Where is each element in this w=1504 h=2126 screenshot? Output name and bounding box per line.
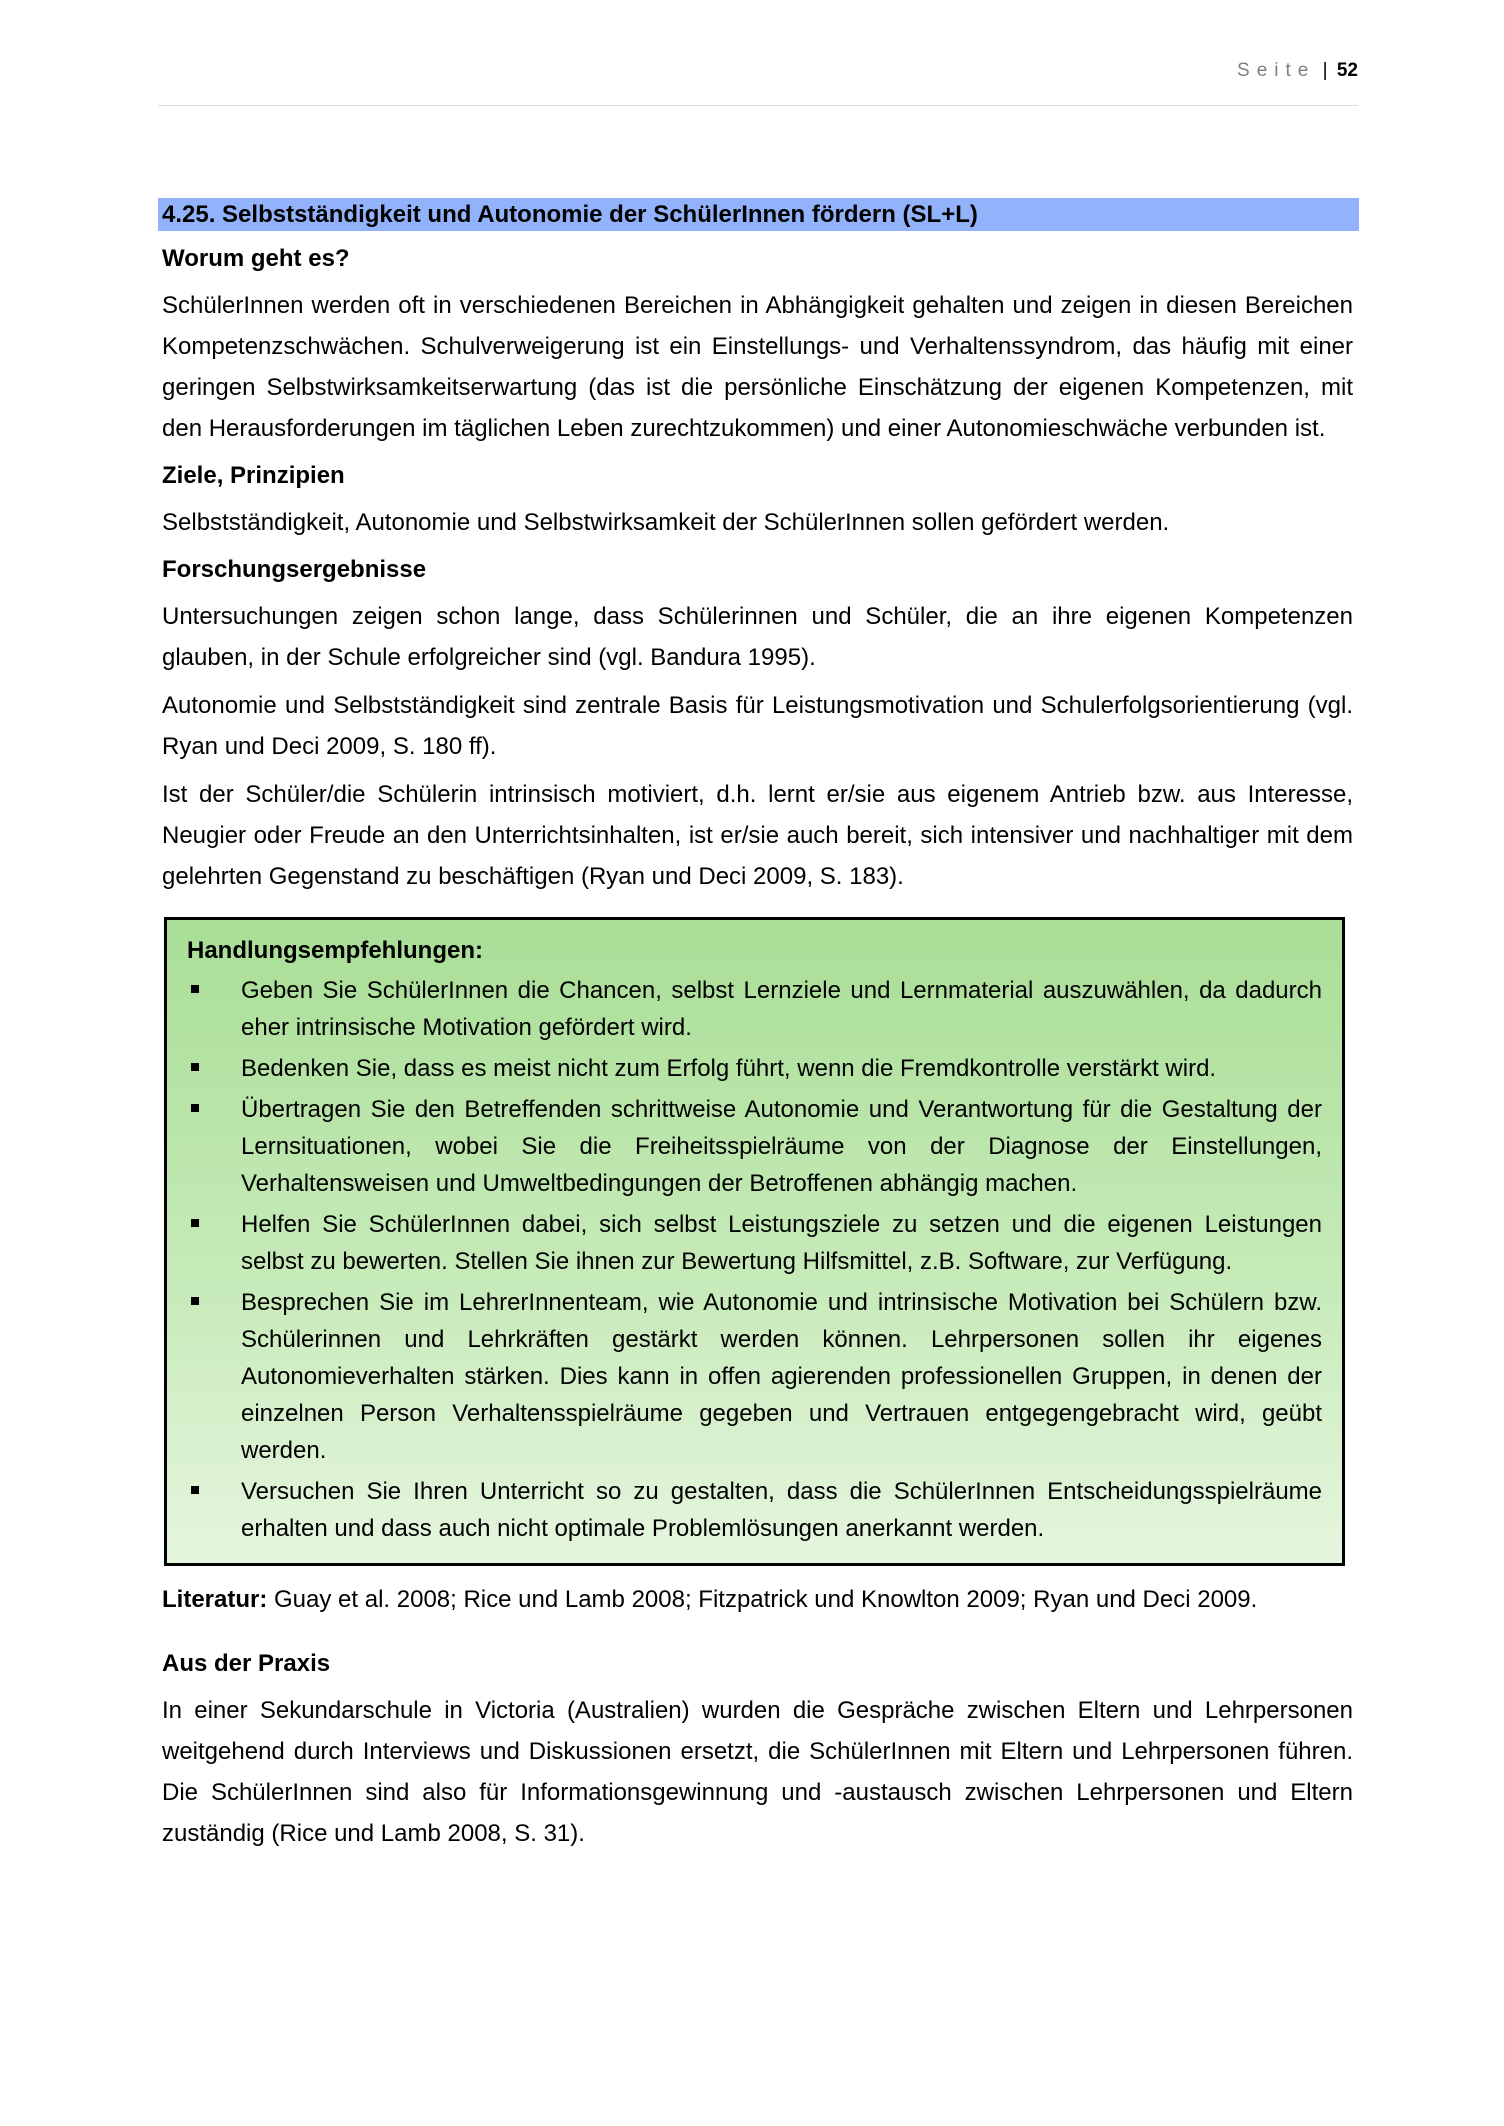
- ziele-paragraph: Selbstständigkeit, Autonomie und Selbstwirksamkeit der SchülerInnen sollen gefördert werden.: [162, 509, 1170, 536]
- list-item: [187, 1206, 1322, 1280]
- list-item: [187, 1091, 1322, 1202]
- list-item-text: Bedenken Sie, dass es meist nicht zum Erfolg führt, wenn die Fremdkontrolle verstärkt wird.: [241, 1055, 1217, 1082]
- worum-paragraph: SchülerInnen werden oft in verschiedenen Bereichen in Abhängigkeit gehalten und zeigen in diesen Bereichen Kompetenzschwächen. Schulverweigerung ist ein Einstellungs- und Verhaltenssyndrom, das häufig mit einer geringen Selbstwirksamkeitserwartung (das ist die persönliche Einschätzung der eigenen Kompetenzen, mit den Herausforderungen im täglichen Leben zurechtzukommen) und einer Autonomieschwäche verbunden ist.: [162, 292, 1353, 442]
- recommendations-title: Handlungsempfehlungen:: [187, 937, 483, 964]
- recommendations-box: [164, 917, 1345, 1566]
- page-number: 52: [1336, 60, 1358, 81]
- forschung-heading: Forschungsergebnisse: [162, 556, 427, 583]
- square-bullet-icon: [191, 1219, 199, 1227]
- square-bullet-icon: [191, 1486, 199, 1494]
- literature-label: Literatur:: [162, 1586, 268, 1613]
- forschung-paragraph: Autonomie und Selbstständigkeit sind zentrale Basis für Leistungsmotivation und Schulerfolgsorientierung (vgl. Ryan und Deci 2009, S. 180 ff).: [162, 692, 1353, 760]
- page-label: Seite: [1237, 60, 1316, 81]
- square-bullet-icon: [191, 1063, 199, 1071]
- list-item-text: Versuchen Sie Ihren Unterricht so zu gestalten, dass die SchülerInnen Entscheidungsspielräume erhalten und dass auch nicht optimale Problemlösungen anerkannt werden.: [241, 1478, 1322, 1542]
- square-bullet-icon: [191, 1104, 199, 1112]
- page-header: [158, 60, 1358, 106]
- page-separator: |: [1322, 60, 1328, 81]
- forschung-paragraph: Untersuchungen zeigen schon lange, dass Schülerinnen und Schüler, die an ihre eigenen Kompetenzen glauben, in der Schule erfolgreicher sind (vgl. Bandura 1995).: [162, 603, 1353, 671]
- list-item: [187, 972, 1322, 1046]
- list-item-text: Geben Sie SchülerInnen die Chancen, selbst Lernziele und Lernmaterial auszuwählen, da dadurch eher intrinsische Motivation gefördert wird.: [241, 977, 1322, 1041]
- list-item-text: Besprechen Sie im LehrerInnenteam, wie Autonomie und intrinsische Motivation bei Schülern bzw. Schülerinnen und Lehrkräften gestärkt werden können. Lehrpersonen sollen ihr eigenes Autonomieverhalten stärken. Dies kann in offen agierenden professionellen Gruppen, in denen der einzelnen Person Verhaltensspielräume gegeben und Vertrauen entgegengebracht wird, geübt werden.: [241, 1289, 1322, 1464]
- literature-line: [162, 1580, 1353, 1620]
- worum-heading: Worum geht es?: [162, 245, 350, 272]
- literature-text: Guay et al. 2008; Rice und Lamb 2008; Fitzpatrick und Knowlton 2009; Ryan und Deci 2009.: [274, 1586, 1258, 1613]
- list-item: [187, 1284, 1322, 1469]
- list-item: [187, 1473, 1322, 1547]
- forschung-paragraph: Ist der Schüler/die Schülerin intrinsisch motiviert, d.h. lernt er/sie aus eigenem Antrieb bzw. aus Interesse, Neugier oder Freude an den Unterrichtsinhalten, ist er/sie auch bereit, sich intensiver und nachhaltiger mit dem gelehrten Gegenstand zu beschäftigen (Ryan und Deci 2009, S. 183).: [162, 781, 1353, 890]
- square-bullet-icon: [191, 985, 199, 993]
- square-bullet-icon: [191, 1297, 199, 1305]
- list-item-text: Helfen Sie SchülerInnen dabei, sich selbst Leistungsziele zu setzen und die eigenen Leistungen selbst zu bewerten. Stellen Sie ihnen zur Bewertung Hilfsmittel, z.B. Software, zur Verfügung.: [241, 1211, 1322, 1275]
- praxis-paragraph: In einer Sekundarschule in Victoria (Australien) wurden die Gespräche zwischen Eltern und Lehrpersonen weitgehend durch Interviews und Diskussionen ersetzt, die SchülerInnen mit Eltern und Lehrpersonen führen. Die SchülerInnen sind also für Informationsgewinnung und -austausch zwischen Lehrpersonen und Eltern zuständig (Rice und Lamb 2008, S. 31).: [162, 1697, 1353, 1847]
- list-item: [187, 1050, 1322, 1087]
- praxis-heading: Aus der Praxis: [162, 1650, 331, 1677]
- list-item-text: Übertragen Sie den Betreffenden schrittweise Autonomie und Verantwortung für die Gestaltung der Lernsituationen, wobei Sie die Freiheitsspielräume von der Diagnose der Einstellungen, Verhaltensweisen und Umweltbedingungen der Betroffenen abhängig machen.: [241, 1096, 1322, 1197]
- recommendations-list: [187, 972, 1322, 1547]
- section-title: 4.25. Selbstständigkeit und Autonomie der SchülerInnen fördern (SL+L): [158, 198, 1359, 231]
- ziele-heading: Ziele, Prinzipien: [162, 462, 345, 489]
- document-body: [162, 198, 1353, 1861]
